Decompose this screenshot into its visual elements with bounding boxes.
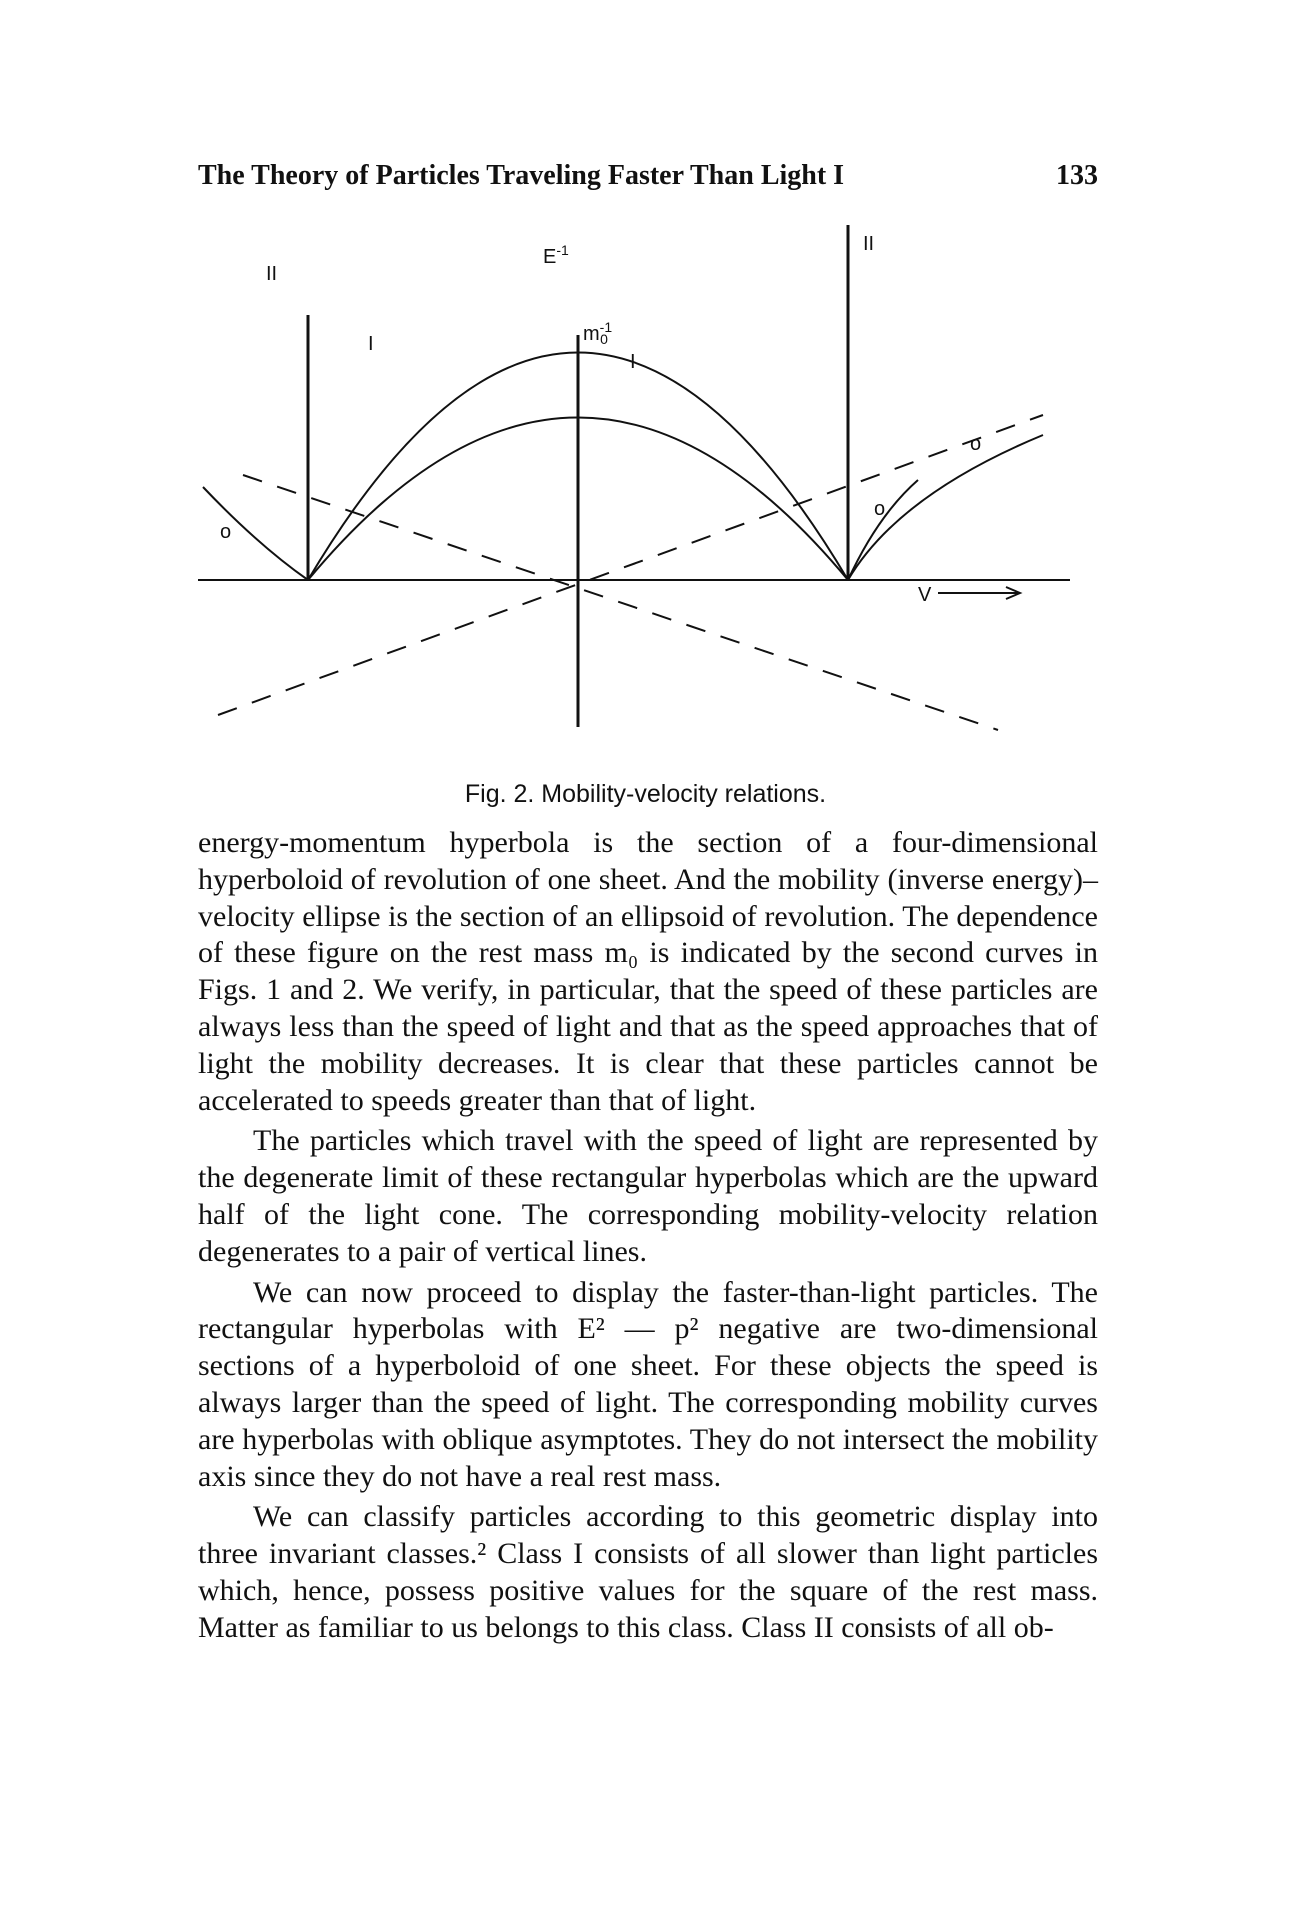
label-class-ii-left: II <box>266 263 278 285</box>
figure-caption: Fig. 2. Mobility-velocity relations. <box>464 780 827 808</box>
label-inverse-energy: $E^{-1}$ <box>543 242 569 268</box>
running-title: The Theory of Particles Traveling Faster Than Light I <box>198 160 845 191</box>
paragraph-2: The particles which travel with the speed of light are represented by the degenerate limit of these rectangular hyperbolas which are the upward half of the light cone. The corresponding mobility-velocity relation degenerates to a pair of vertical lines. <box>198 1124 1098 1268</box>
figure-diagram <box>198 225 1078 765</box>
label-class-ii-right: II <box>863 233 875 255</box>
body-text <box>198 825 1098 1651</box>
label-zero-right: o <box>874 498 886 520</box>
label-class-i-right: I <box>630 351 636 373</box>
paragraph-4: We can classify particles according to this geometric display into three invariant classes.² Class I consists of all slower than light particles which, hence, possess positive values for the square of the rest mass. Matter as familiar to us belongs to this class. Class II consists of all ob- <box>198 1500 1098 1644</box>
label-inverse-rest-mass: $m^{-1}$ 0 <box>583 319 613 347</box>
label-zero-left: o <box>220 521 232 543</box>
label-class-i-left: I <box>368 333 374 355</box>
paragraph-3: We can now proceed to display the faster-than-light particles. The rectangular hyperbolas with E² — p² negative are two-dimensional sections of a hyperboloid of one sheet. For these objects the speed is always larger than the speed of light. The corresponding mobility curves are hyperbolas with oblique asymptotes. They do not intersect the mobility axis since they do not have a real rest mass. <box>198 1275 1098 1493</box>
left-hyperbola-branch <box>203 487 308 580</box>
label-velocity-axis: V <box>918 584 932 606</box>
ascending-asymptote <box>218 415 1043 715</box>
page-number: 133 <box>1056 160 1098 191</box>
running-header <box>198 160 1098 192</box>
paragraph-1: energy-momentum hyperbola is the section of a four-dimensional hyperboloid of revolution of one sheet. And the mobility (inverse energy)–velocity ellipse is the section of an ellipsoid of revolution. The dependence of these figure on the rest mass m₀ is indicated by the second curves in Figs. 1 and 2. We verify, in particular, that the speed of these particles are always less than the speed of light and that as the speed approaches that of light the mobility decreases. It is clear that these particles cannot be accelerated to speeds greater than that of light. <box>198 826 1098 1117</box>
mobility-velocity-figure <box>198 225 1078 765</box>
label-zero-upper-right: o <box>970 433 982 455</box>
